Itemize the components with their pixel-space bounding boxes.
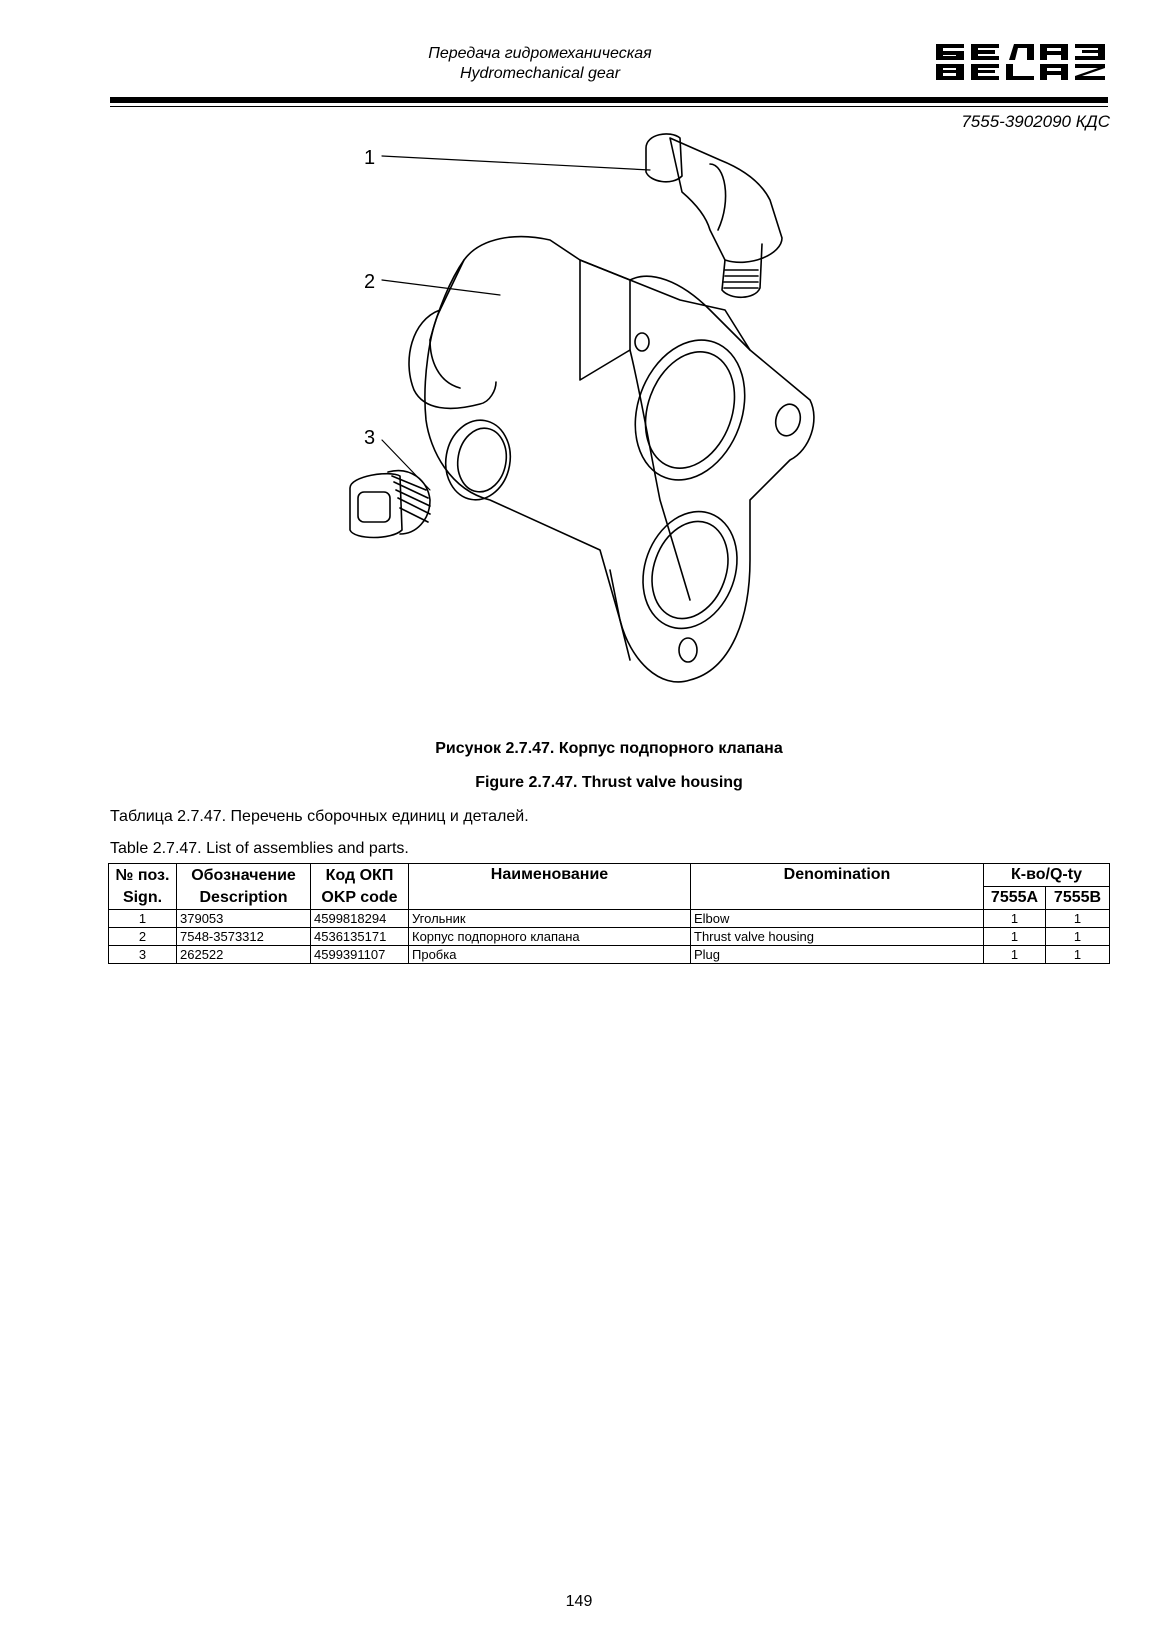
col-header-qty-a: 7555A	[984, 887, 1046, 910]
leader-line-1	[382, 156, 650, 170]
cell-designation: 7548-3573312	[177, 928, 311, 946]
cell-designation: 379053	[177, 910, 311, 928]
housing-part	[409, 237, 814, 682]
cell-name-en: Plug	[691, 946, 984, 964]
col-header-designation-en: Description	[199, 888, 288, 906]
cell-qty-b: 1	[1046, 910, 1110, 928]
cell-position: 1	[109, 910, 177, 928]
col-header-quantity: К-во/Q-ty	[984, 864, 1110, 887]
table-title-ru: Таблица 2.7.47. Перечень сборочных единиц и деталей.	[110, 808, 529, 825]
col-header-designation-ru: Обозначение	[191, 866, 296, 884]
col-header-okp	[311, 864, 409, 910]
col-header-position	[109, 864, 177, 910]
cell-qty-a: 1	[984, 910, 1046, 928]
figure-caption-ru: Рисунок 2.7.47. Корпус подпорного клапана	[435, 740, 783, 757]
figure-caption-en: Figure 2.7.47. Thrust valve housing	[475, 774, 743, 791]
table-title-en: Table 2.7.47. List of assemblies and parts.	[110, 840, 409, 857]
cell-okp: 4599818294	[311, 910, 409, 928]
cell-okp: 4536135171	[311, 928, 409, 946]
callout-3: 3	[364, 427, 376, 449]
col-header-okp-ru: Код ОКП	[325, 866, 394, 884]
leader-line-2	[382, 280, 500, 295]
cell-designation: 262522	[177, 946, 311, 964]
cell-qty-b: 1	[1046, 928, 1110, 946]
callout-1: 1	[364, 147, 376, 169]
page-number: 149	[565, 1593, 593, 1610]
elbow-part	[646, 134, 782, 297]
header-rule-thin	[110, 106, 1108, 107]
col-header-designation	[177, 864, 311, 910]
cell-qty-a: 1	[984, 946, 1046, 964]
col-header-position-ru: № поз.	[115, 866, 170, 884]
table-row	[109, 928, 1110, 946]
cell-okp: 4599391107	[311, 946, 409, 964]
col-header-name-ru: Наименование	[409, 864, 691, 910]
cell-name-ru: Угольник	[409, 910, 691, 928]
cell-name-ru: Корпус подпорного клапана	[409, 928, 691, 946]
table-header-row	[109, 864, 1110, 887]
header-title-ru: Передача гидромеханическая	[428, 45, 652, 62]
cell-qty-a: 1	[984, 928, 1046, 946]
cell-name-ru: Пробка	[409, 946, 691, 964]
header-title-en: Hydromechanical gear	[459, 65, 621, 82]
parts-table	[108, 863, 1110, 964]
col-header-qty-b: 7555B	[1046, 887, 1110, 910]
cell-name-en: Thrust valve housing	[691, 928, 984, 946]
cell-name-en: Elbow	[691, 910, 984, 928]
valve-housing-drawing	[330, 120, 870, 720]
table-row	[109, 946, 1110, 964]
cell-position: 3	[109, 946, 177, 964]
header-rule-thick	[110, 97, 1108, 103]
col-header-position-en: Sign.	[122, 888, 163, 906]
cell-qty-b: 1	[1046, 946, 1110, 964]
plug-part	[350, 471, 430, 538]
callout-2: 2	[364, 271, 376, 293]
col-header-denomination: Denomination	[691, 864, 984, 910]
cell-position: 2	[109, 928, 177, 946]
col-header-okp-en: OKP code	[321, 888, 398, 906]
header-title	[300, 44, 780, 84]
belaz-logo	[936, 42, 1108, 82]
document-code: 7555-3902090 КДС	[961, 112, 1110, 131]
table-row	[109, 910, 1110, 928]
